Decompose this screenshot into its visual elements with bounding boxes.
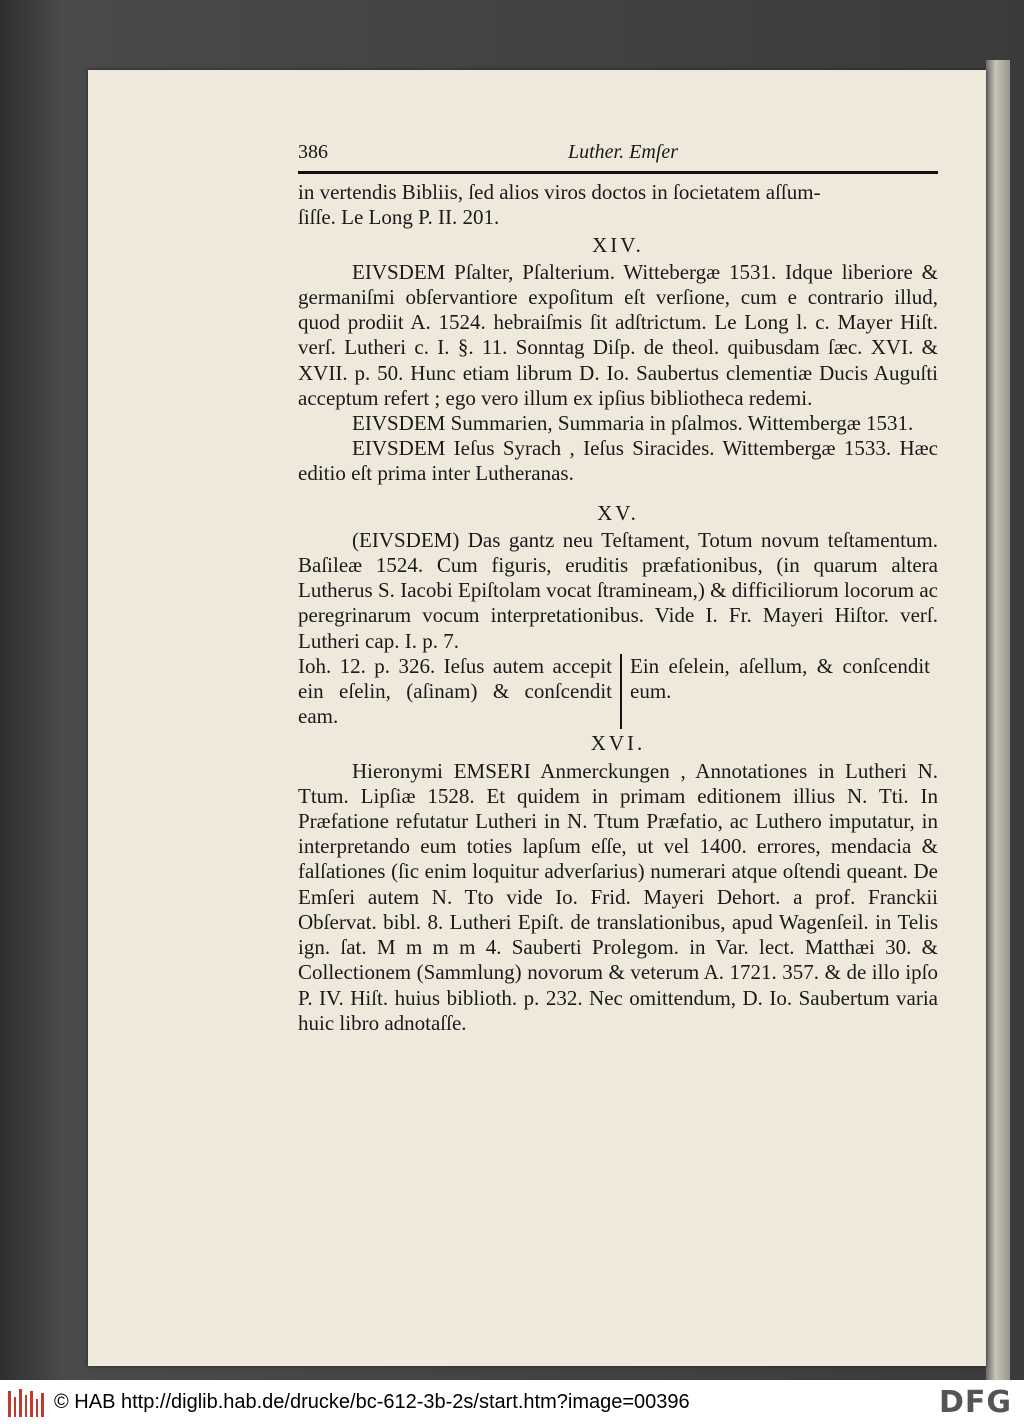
section-numeral-xiv: XIV. [592,232,644,257]
paragraph: EIVSDEM Pſalter, Pſalterium. Wittebergæ 1531. Idque liberiore & germaniſmi obſervantiore expoſitum eſt verſione, cum e contrario illud, quod prodiit A. 1524. hebraiſmis ſit adſtrictum. Le Long l. c. Mayer Hiſt. verſ. Lutheri c. I. §. 11. Sonntag Diſp. de theol. quibusdam ſæc. XVI. & XVII. p. 50. Hunc etiam librum D. Io. Saubertus clementiæ Ducis Auguſti acceptum refert ; ego vero illum ex ipſius bibliotheca redemi. [298,259,938,410]
dfg-logo: DFG [938,1384,1012,1420]
paragraph: Hieronymi EMSERI Anmerckungen , Annotationes in Lutheri N. Ttum. Lipſiæ 1528. Et quidem in primam editionem illius N. Tti. In Præfatione refutatur Lutheri in N. Ttum Præfatio, ac Luthero imputatur, in interpretando eum toties lapſum eſſe, ut vel 1400. errores, mendacia & falſationes (ſic enim loquitur adverſarius) numerari atque oſtendi queant. De Emſeri autem N. Tto vide Io. Frid. Mayeri Dehort. a prof. Franckii Obſervat. bibl. 8. Lutheri Epiſt. de translationibus, apud Wagenſeil. in Telis ign. ſat. M m m m 4. Sauberti Prolegom. in Var. lect. Matthæi 30. & Collectionem (Sammlung) novorum & veterum A. 1721. 357. & de illo ipſo P. IV. Hiſt. huius biblioth. p. 232. Nec omittendum, D. Io. Saubertum varia huic libro adnotaſſe. [298,758,938,1035]
paragraph: (EIVSDEM) Das gantz neu Teſtament, Totum novum teſtamentum. Baſileæ 1524. Cum figuris, eruditis præfationibus, (in quarum altera Lutherus S. Iacobi Epiſtolam vocat ſtramineam,) & difficiliorum locorum ac peregrinarum vocum interpretationibus. Vide I. Fr. Mayeri Hiſtor. verſ. Lutheri cap. I. p. 7. [298,527,938,653]
running-title: Luther. Emſer [568,141,678,163]
paragraph: EIVSDEM Summarien, Summaria in pſalmos. Wittembergæ 1531. [352,411,914,436]
intro-line-1: in vertendis Bibliis, ſed alios viros doctos in ſocietatem aſſum- [298,180,821,205]
hab-logo-icon [8,1387,44,1417]
page-text [298,140,938,1036]
left-column: Ioh. 12. p. 326. Ieſus autem accepit ein eſelin, (aſinam) & conſcendit eam. [298,653,612,729]
right-column: Ein eſelein, aſellum, & conſcendit eum. [620,654,930,730]
page-header [298,140,938,174]
page-edge [986,60,1010,1380]
intro-line-2: ſiſſe. Le Long P. II. 201. [298,205,500,230]
credit-link[interactable]: © HAB http://diglib.hab.de/drucke/bc-612-3b-2s/start.htm?image=00396 [54,1390,690,1413]
two-column-comparison [298,654,938,730]
section-numeral-xvi: XVI. [590,731,646,756]
footer-bar [0,1380,1024,1424]
section-numeral-xv: XV. [597,500,639,525]
page-number: 386 [298,141,328,163]
paragraph: EIVSDEM Ieſus Syrach , Ieſus Siracides. Wittembergæ 1533. Hæc editio eſt prima inter Lutheranas. [298,436,938,486]
